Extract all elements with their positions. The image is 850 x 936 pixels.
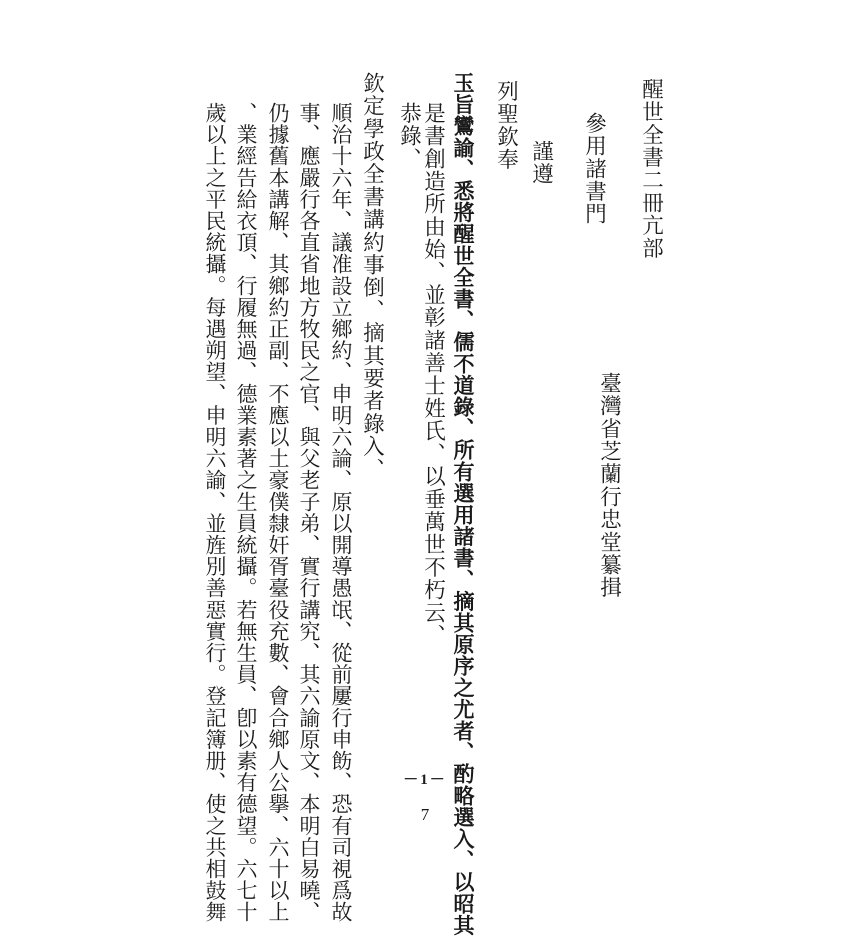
- text-column-3: 恭錄、: [396, 102, 422, 171]
- text-column-5: 順治十六年、議准設立鄉約、申明六論、原以開導愚氓、從前屢行申飭、恐有司視爲故: [329, 102, 353, 923]
- compiler-credit: 臺灣省芝蘭行忠堂纂揖: [596, 372, 622, 599]
- text-column-4: 欽定學政全書講約事倒、摘其要者錄入、: [359, 72, 385, 481]
- text-column-1: 玉旨鸞諭、悉將醒世全書、儒不道錄、所有選用諸書、摘其原序之尤者、酌略選入、以昭其: [451, 72, 476, 936]
- text-column-6: 事、應嚴行各直省地方牧民之官、與父老子弟、實行講究、其六諭原文、本明白易曉、: [297, 102, 321, 923]
- text-column-7: 仍據舊本講解、其鄉約正副、不應以土豪僕隸奸胥臺役充數、會合鄉人公擧、六十以上: [266, 102, 290, 923]
- text-column-8: 、業經告給衣頂、行履無過、德業素著之生員統攝。若無生員、卽以素有德望。六七十: [234, 102, 258, 923]
- book-title: 醒世全書二冊亢部: [638, 78, 664, 260]
- section-title: 參用諸書門: [581, 112, 607, 226]
- respect-line-2: 列聖欽奉: [493, 80, 519, 171]
- folio-number: 7: [420, 805, 430, 824]
- text-column-9: 歲以上之平民統攝。每遇朔望、申明六諭、並旌別善惡實行。登記簿册、使之共相鼓舞: [203, 102, 227, 923]
- respect-line-1: 謹遵: [528, 140, 554, 186]
- text-column-2: 是書創造所由始、並彰諸善士姓氏、以垂萬世不朽云、: [420, 102, 446, 647]
- page-number: －1－: [403, 772, 447, 788]
